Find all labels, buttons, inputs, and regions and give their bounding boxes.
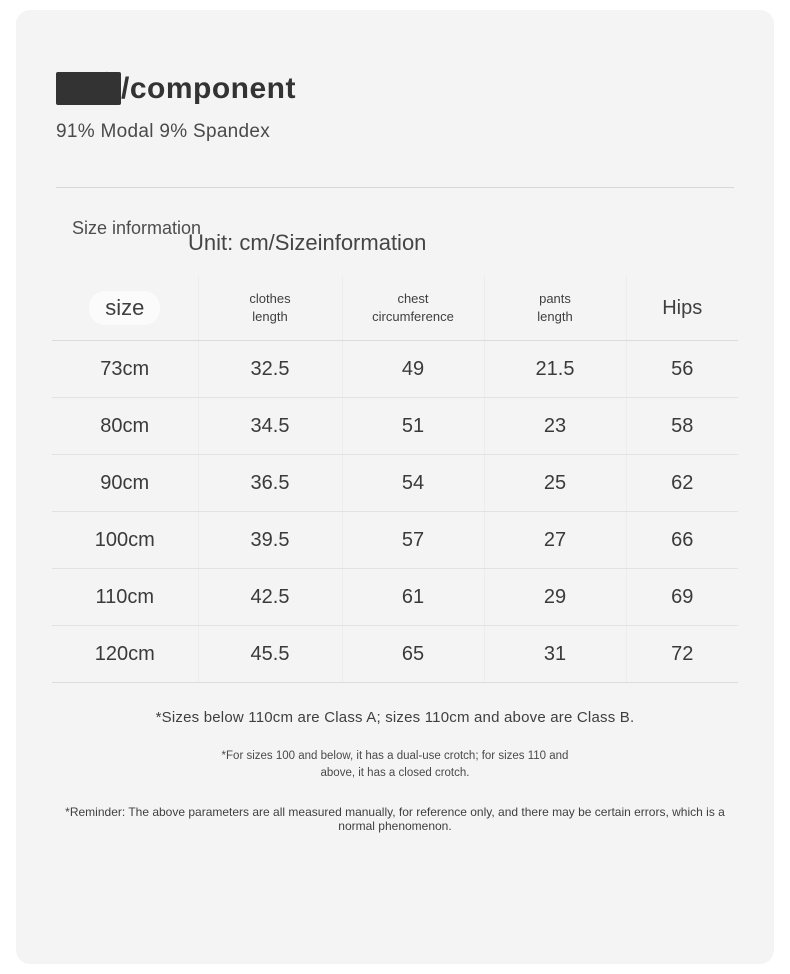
cell-size: 73cm xyxy=(52,341,198,398)
component-header xyxy=(16,10,774,143)
notes-section xyxy=(16,709,774,833)
note-class: *Sizes below 110cm are Class A; sizes 110cm and above are Class B. xyxy=(155,709,635,726)
cell-chest: 49 xyxy=(342,341,484,398)
cell-clothes-length: 45.5 xyxy=(198,626,342,683)
header-clothes-length xyxy=(198,276,342,341)
cell-clothes-length: 42.5 xyxy=(198,569,342,626)
cell-size: 120cm xyxy=(52,626,198,683)
cell-hips: 62 xyxy=(626,455,738,512)
cell-size: 80cm xyxy=(52,398,198,455)
table-row xyxy=(52,398,738,455)
table-row xyxy=(52,512,738,569)
cell-chest: 54 xyxy=(342,455,484,512)
size-info-header xyxy=(16,206,774,270)
size-table xyxy=(52,276,738,683)
header-size-label: size xyxy=(89,291,160,325)
cell-chest: 65 xyxy=(342,626,484,683)
component-subtitle: 91% Modal 9% Spandex xyxy=(56,121,271,142)
cell-pants-length: 27 xyxy=(484,512,626,569)
cell-hips: 72 xyxy=(626,626,738,683)
header-chest-circumference xyxy=(342,276,484,341)
cell-size: 90cm xyxy=(52,455,198,512)
header-pants-line2: length xyxy=(537,309,573,324)
header-chest-line2: circumference xyxy=(372,309,454,324)
size-table-head xyxy=(52,276,738,341)
cell-clothes-length: 32.5 xyxy=(198,341,342,398)
cell-chest: 51 xyxy=(342,398,484,455)
table-row xyxy=(52,455,738,512)
size-information-label: Size information xyxy=(72,218,202,238)
size-table-body xyxy=(52,341,738,683)
cell-clothes-length: 34.5 xyxy=(198,398,342,455)
cell-chest: 61 xyxy=(342,569,484,626)
note-crotch: *For sizes 100 and below, it has a dual-use crotch; for sizes 110 and above, it has a closed crotch. xyxy=(221,750,569,780)
cell-pants-length: 31 xyxy=(484,626,626,683)
table-row xyxy=(52,626,738,683)
component-title-latin: /component xyxy=(121,72,296,105)
cell-chest: 57 xyxy=(342,512,484,569)
cell-clothes-length: 36.5 xyxy=(198,455,342,512)
header-divider xyxy=(56,187,734,188)
unit-label: Unit: cm/Sizeinformation xyxy=(188,230,427,255)
header-hips: Hips xyxy=(626,276,738,341)
header-pants-length xyxy=(484,276,626,341)
header-pants-line1: pants xyxy=(539,291,571,307)
header-clothes-length-line2: length xyxy=(252,309,288,324)
component-title-cjk: 成分 xyxy=(58,72,119,105)
note-reminder: *Reminder: The above parameters are all measured manually, for reference only, and there may be certain errors, which is a normal phenomenon. xyxy=(65,804,725,833)
component-title xyxy=(56,72,774,105)
table-row xyxy=(52,341,738,398)
cell-size: 100cm xyxy=(52,512,198,569)
table-header-row xyxy=(52,276,738,341)
header-size xyxy=(52,276,198,341)
cell-hips: 69 xyxy=(626,569,738,626)
header-chest-line1: chest xyxy=(397,291,429,307)
cell-clothes-length: 39.5 xyxy=(198,512,342,569)
cell-pants-length: 25 xyxy=(484,455,626,512)
table-row xyxy=(52,569,738,626)
cell-hips: 58 xyxy=(626,398,738,455)
cell-size: 110cm xyxy=(52,569,198,626)
cell-hips: 66 xyxy=(626,512,738,569)
cell-hips: 56 xyxy=(626,341,738,398)
product-info-card xyxy=(16,10,774,964)
cell-pants-length: 29 xyxy=(484,569,626,626)
cell-pants-length: 23 xyxy=(484,398,626,455)
header-clothes-length-line1: clothes xyxy=(249,291,291,307)
cell-pants-length: 21.5 xyxy=(484,341,626,398)
